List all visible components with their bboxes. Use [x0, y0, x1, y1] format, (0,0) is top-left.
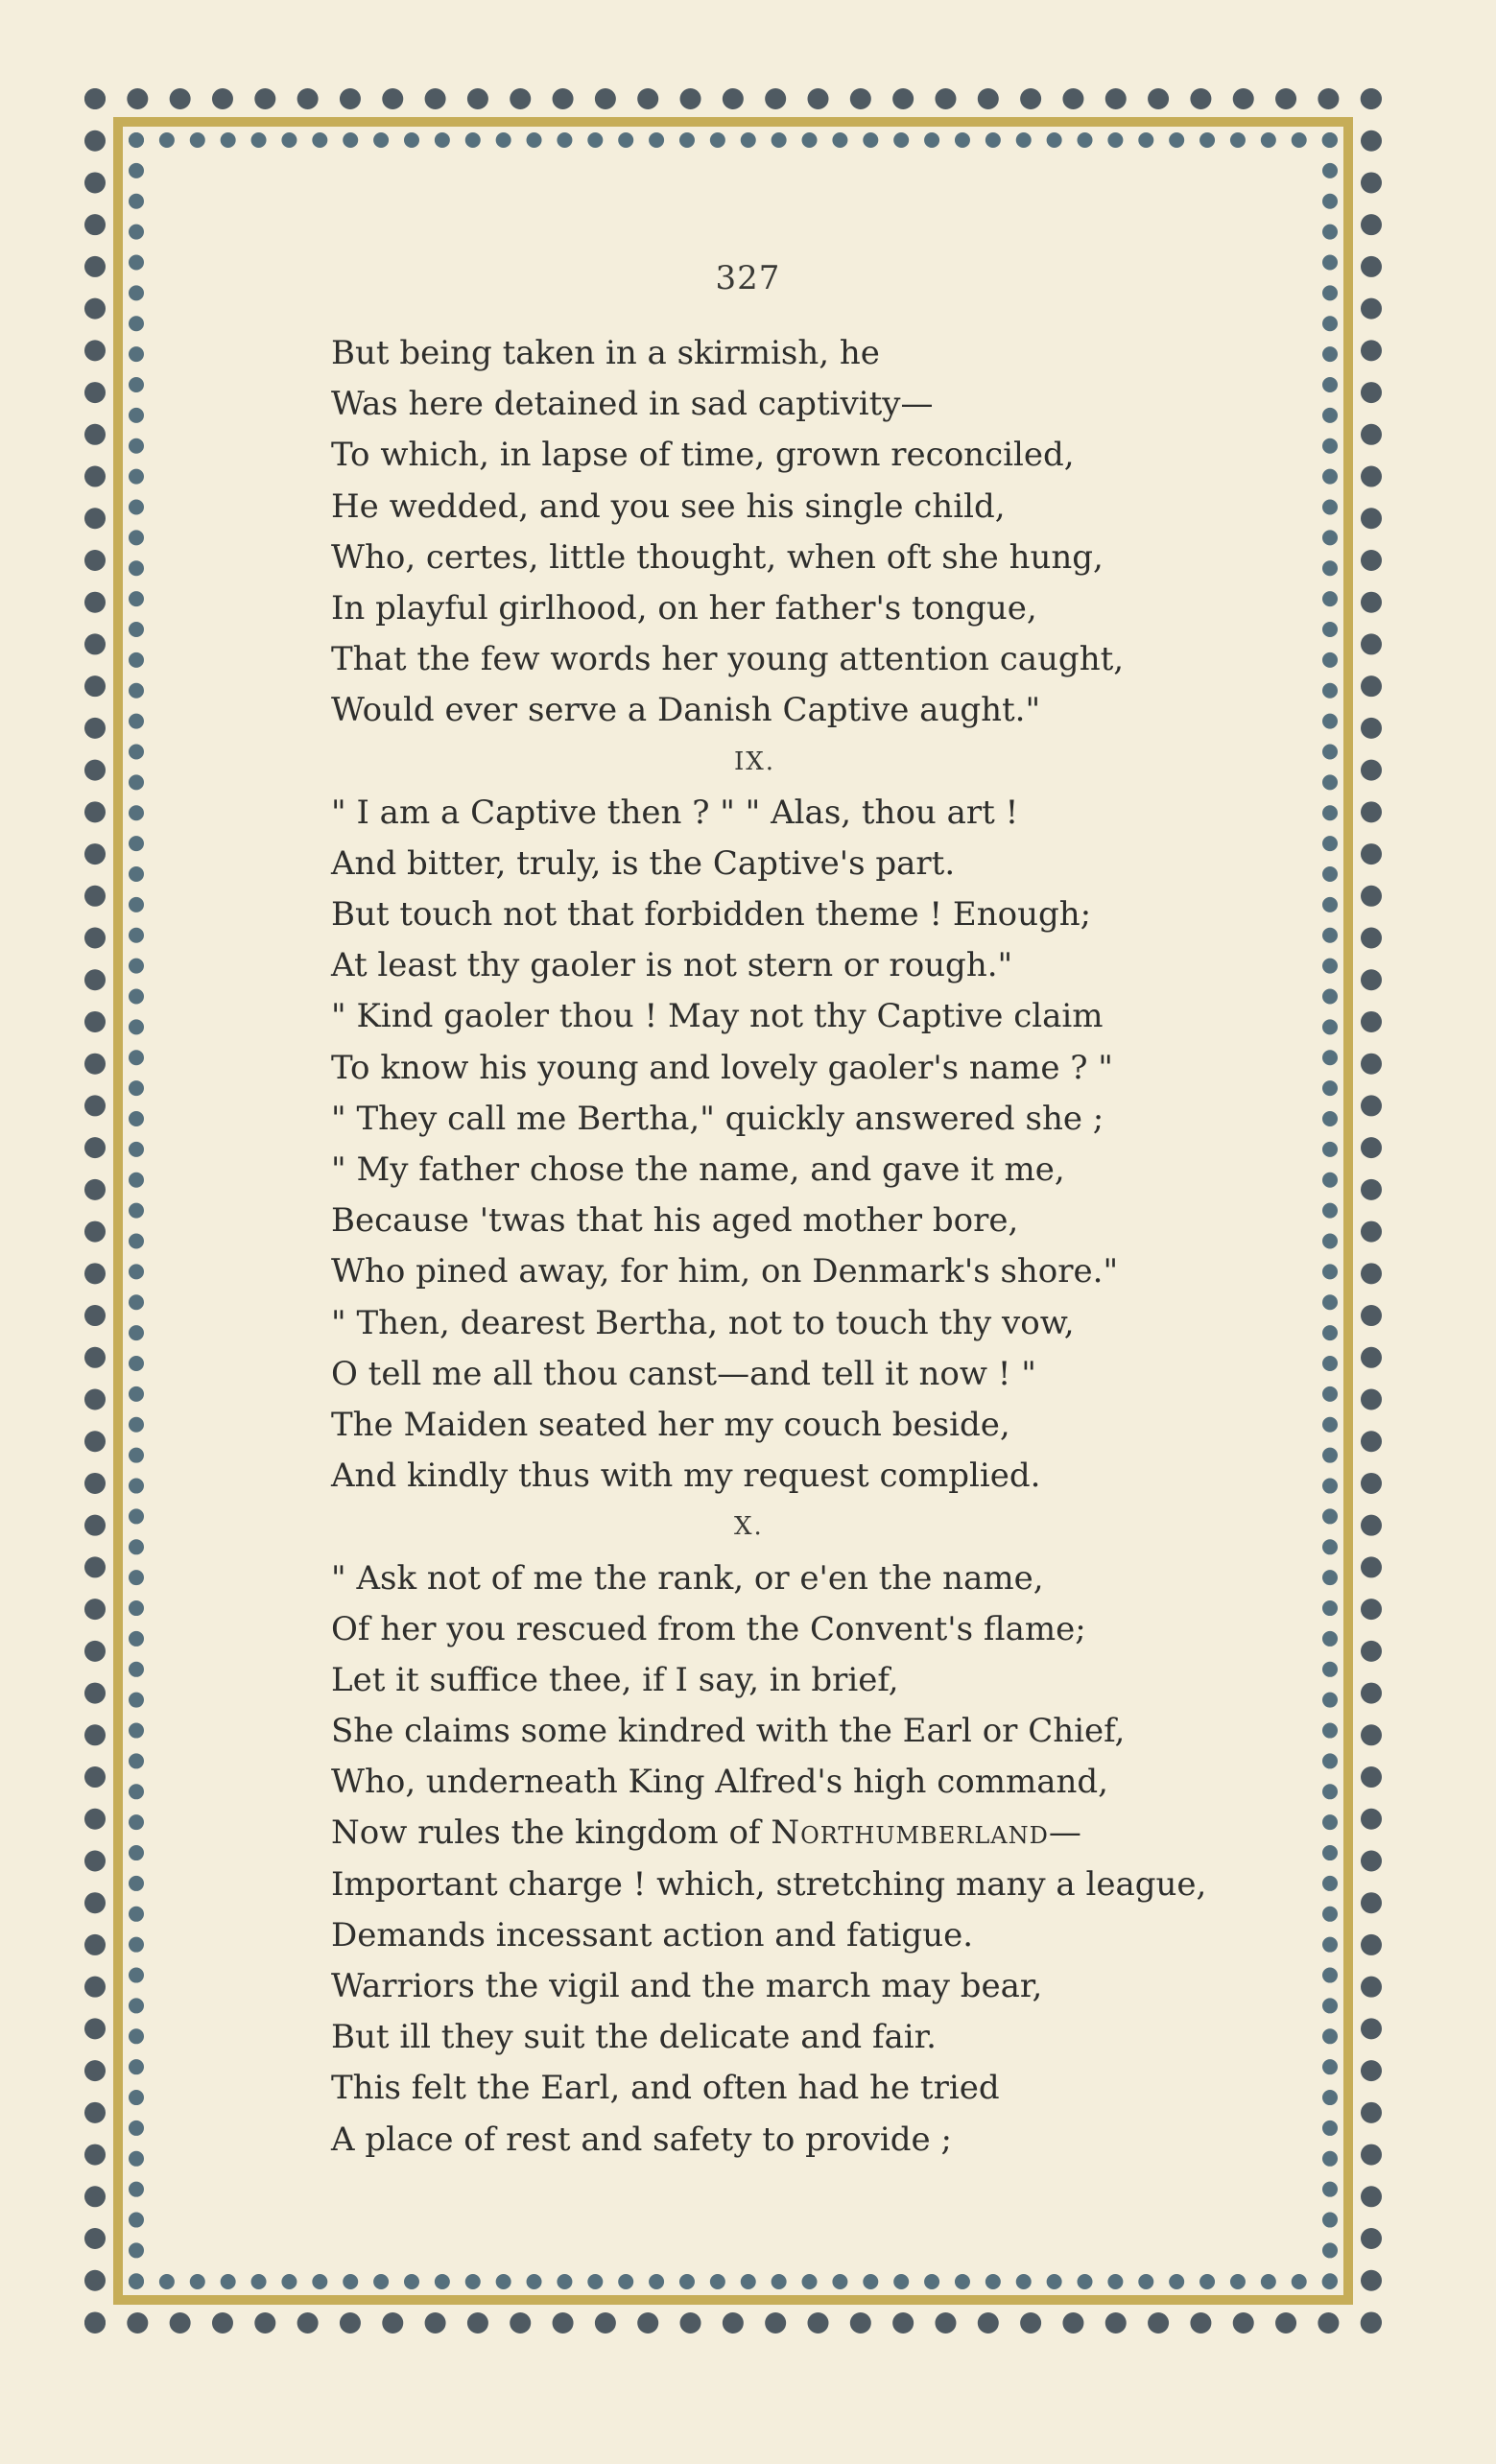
poem-line-part: Now rules the kingdom of	[331, 1813, 772, 1853]
poem-line: But being taken in a skirmish, he	[331, 334, 880, 372]
poem-line: Let it suffice thee, if I say, in brief,	[331, 1660, 899, 1699]
poem-line: " Ask not of me the rank, or e'en the name,	[331, 1558, 1044, 1598]
place-name-smallcaps: Northumberland	[771, 1813, 1049, 1853]
poem-line: Who pined away, for him, on Denmark's shore."	[331, 1252, 1119, 1291]
poem-line: Warriors the vigil and the march may bear,	[331, 1967, 1043, 2005]
poem-line: O tell me all thou canst—and tell it now ! "	[331, 1354, 1036, 1393]
poem-line: Who, certes, little thought, when oft she hung,	[331, 537, 1104, 577]
poem-line	[331, 1808, 1271, 1859]
poem-line: He wedded, and you see his single child,	[331, 486, 1006, 526]
poem-line: To know his young and lovely gaoler's name ? "	[331, 1048, 1113, 1087]
poem-line: " Kind gaoler thou ! May not thy Captive claim	[331, 997, 1104, 1036]
poem-line: " Then, dearest Bertha, not to touch thy vow,	[331, 1303, 1075, 1342]
poem-line: The Maiden seated her my couch beside,	[331, 1405, 1010, 1444]
poem-line: In playful girlhood, on her father's tongue,	[331, 588, 1037, 628]
poem-text	[331, 328, 1271, 2166]
poem-line: Because 'twas that his aged mother bore,	[331, 1201, 1019, 1241]
poem-line: Would ever serve a Danish Captive aught."	[331, 691, 1041, 730]
poem-line: Was here detained in sad captivity—	[331, 385, 934, 424]
poem-line: To which, in lapse of time, grown reconciled,	[331, 436, 1075, 475]
poem-line: " I am a Captive then ? " " Alas, thou art !	[331, 793, 1019, 832]
poem-line: And kindly thus with my request complied.	[331, 1457, 1041, 1496]
poem-line: But touch not that forbidden theme ! Enough;	[331, 895, 1092, 935]
stanza-number: IX.	[734, 746, 776, 776]
poem-line: And bitter, truly, is the Captive's part.	[331, 843, 956, 883]
poem-line: That the few words her young attention caught,	[331, 640, 1125, 679]
poem-line: " They call me Bertha," quickly answered she ;	[331, 1099, 1104, 1138]
page-number: 327	[715, 259, 781, 297]
poem-line: But ill they suit the delicate and fair.	[331, 2018, 937, 2057]
poem-line: " My father chose the name, and gave it me,	[331, 1150, 1065, 1189]
poem-line: A place of rest and safety to provide ;	[331, 2120, 952, 2159]
poem-line: She claims some kindred with the Earl or Chief,	[331, 1712, 1126, 1751]
poem-line: Demands incessant action and fatigue.	[331, 1915, 974, 1955]
poem-line: At least thy gaoler is not stern or rough."	[331, 946, 1013, 985]
poem-line: Who, underneath King Alfred's high command,	[331, 1763, 1108, 1802]
poem-line: Important charge ! which, stretching many a league,	[331, 1864, 1207, 1904]
stanza-number: X.	[734, 1512, 764, 1542]
poem-line: Of her you rescued from the Convent's flame;	[331, 1609, 1086, 1648]
poem-line-part: —	[1048, 1813, 1081, 1853]
poem-line: This felt the Earl, and often had he tried	[331, 2069, 1000, 2108]
